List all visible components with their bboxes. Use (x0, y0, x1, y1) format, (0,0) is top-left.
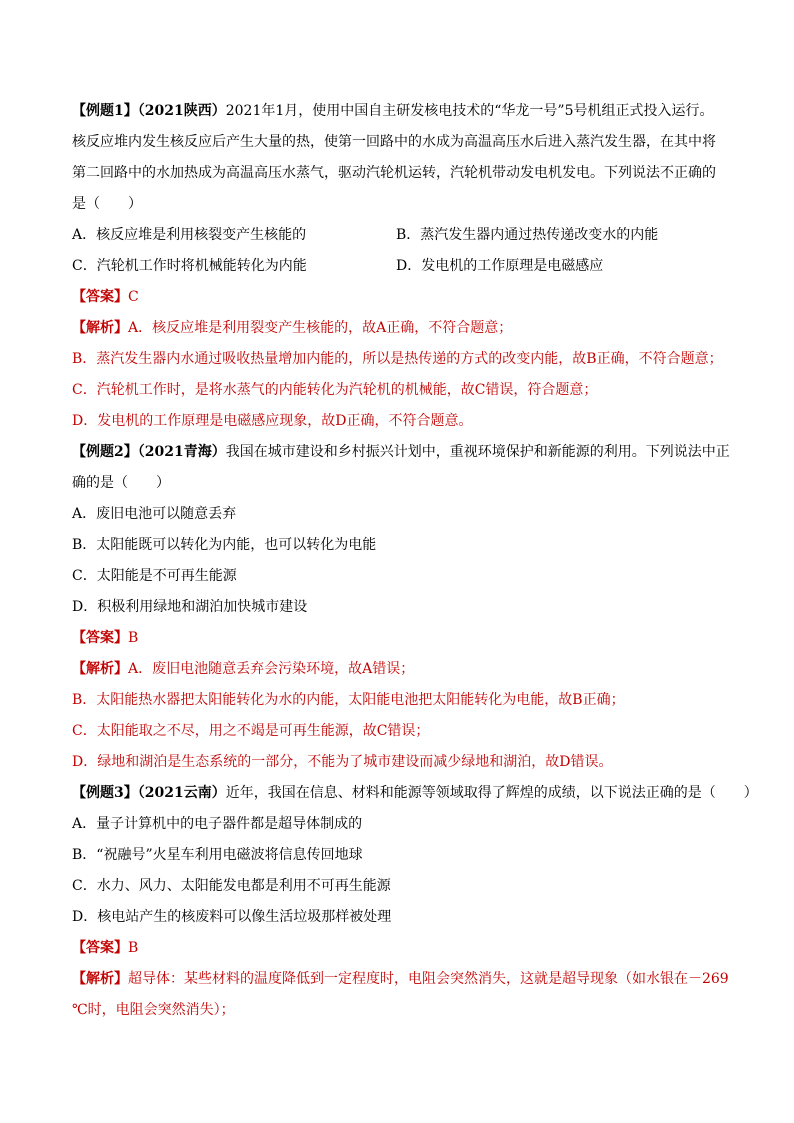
q2-option-a: A．废旧电池可以随意丢弃 (72, 506, 237, 522)
q3-line-1 (72, 778, 758, 809)
q3-source: （2021云南） (137, 785, 226, 801)
q2-analysis-2: B．太阳能热水器把太阳能转化为水的内能，太阳能电池把太阳能转化为电能，故B正确； (72, 692, 625, 708)
q3-option-a: A．量子计算机中的电子器件都是超导体制成的 (72, 816, 363, 832)
document-page (72, 96, 758, 1026)
q3-option-d: D．核电站产生的核废料可以像生活垃圾那样被处理 (72, 909, 392, 925)
q2-source: （2021青海） (137, 444, 226, 460)
q1-answer-value: C (128, 289, 139, 305)
q1-analysis-4: D．发电机的工作原理是电磁感应现象，故D正确，不符合题意。 (72, 413, 473, 429)
q1-source: （2021陕西） (137, 103, 226, 119)
q1-text-4: 是（ ） (72, 196, 142, 212)
q1-tag: 【例题1】 (72, 103, 138, 119)
q2-option-c: C．太阳能是不可再生能源 (72, 568, 237, 584)
q2-answer (72, 623, 722, 654)
q2-answer-value: B (128, 630, 139, 646)
q2-tag: 【例题2】 (72, 444, 138, 460)
q2-analysis-4: D．绿地和湖泊是生态系统的一部分，不能为了城市建设而减少绿地和湖泊，故D错误。 (72, 754, 613, 770)
q2-analysis-label: 【解析】 (72, 661, 128, 677)
q1-line-1 (72, 96, 722, 127)
q2-option-b: B．太阳能既可以转化为内能，也可以转化为电能 (72, 537, 377, 553)
q3-option-c: C．水力、风力、太阳能发电都是利用不可再生能源 (72, 878, 391, 894)
q1-text-3: 第二回路中的水加热成为高温高压水蒸气，驱动汽轮机运转，汽轮机带动发电机发电。下列说法不正确的 (72, 165, 716, 181)
q1-option-b: B．蒸汽发生器内通过热传递改变水的内能 (396, 227, 659, 243)
q1-options-row-1 (72, 220, 722, 251)
q2-analysis-1 (72, 654, 722, 685)
q3-option-b: B．“祝融号”火星车利用电磁波将信息传回地球 (72, 847, 363, 863)
q3-analysis-text-1: 超导体：某些材料的温度降低到一定程度时，电阻会突然消失，这就是超导现象（如水银在－269 (128, 971, 729, 987)
q1-analysis-3: C．汽轮机工作时，是将水蒸气的内能转化为汽轮机的机械能，故C错误，符合题意； (72, 382, 598, 398)
q1-option-a: A．核反应堆是利用核裂变产生核能的 (72, 227, 307, 243)
q1-analysis-label: 【解析】 (72, 320, 128, 336)
q2-text-2: 确的是（ ） (72, 475, 170, 491)
q1-analysis-2: B．蒸汽发生器内水通过吸收热量增加内能的，所以是热传递的方式的改变内能，故B正确，不符合题意； (72, 351, 723, 367)
q1-text-1: 2021年1月，使用中国自主研发核电技术的“华龙一号”5号机组正式投入运行。 (225, 103, 714, 119)
q3-tag: 【例题3】 (72, 785, 138, 801)
q2-line-1 (72, 437, 730, 468)
q2-analysis-3: C．太阳能取之不尽，用之不竭是可再生能源，故C错误； (72, 723, 430, 739)
q2-option-d: D．积极利用绿地和湖泊加快城市建设 (72, 599, 308, 615)
q3-analysis-label: 【解析】 (72, 971, 128, 987)
q2-analysis-text-1: A．废旧电池随意丢弃会污染环境，故A错误； (128, 661, 415, 677)
q1-analysis-1 (72, 313, 722, 344)
q1-answer-label: 【答案】 (72, 289, 128, 305)
q3-answer-label: 【答案】 (72, 940, 128, 956)
q1-analysis-text-1: A．核反应堆是利用裂变产生核能的，故A正确，不符合题意； (128, 320, 513, 336)
q1-option-c: C．汽轮机工作时将机械能转化为内能 (72, 258, 307, 274)
q2-text-1: 我国在城市建设和乡村振兴计划中，重视环境保护和新能源的利用。下列说法中正 (225, 444, 730, 460)
q3-analysis-1 (72, 964, 729, 995)
q3-answer (72, 933, 722, 964)
q3-answer-value: B (128, 940, 139, 956)
q3-analysis-2: ℃时，电阻会突然消失）； (72, 1002, 235, 1018)
q3-text-1: 近年，我国在信息、材料和能源等领域取得了辉煌的成绩，以下说法正确的是（ ） (225, 785, 758, 801)
q1-text-2: 核反应堆内发生核反应后产生大量的热，使第一回路中的水成为高温高压水后进入蒸汽发生器，在其中将 (72, 134, 716, 150)
q2-answer-label: 【答案】 (72, 630, 128, 646)
q1-options-row-2 (72, 251, 722, 282)
q1-answer (72, 282, 722, 313)
q1-option-d: D．发电机的工作原理是电磁感应 (396, 258, 604, 274)
